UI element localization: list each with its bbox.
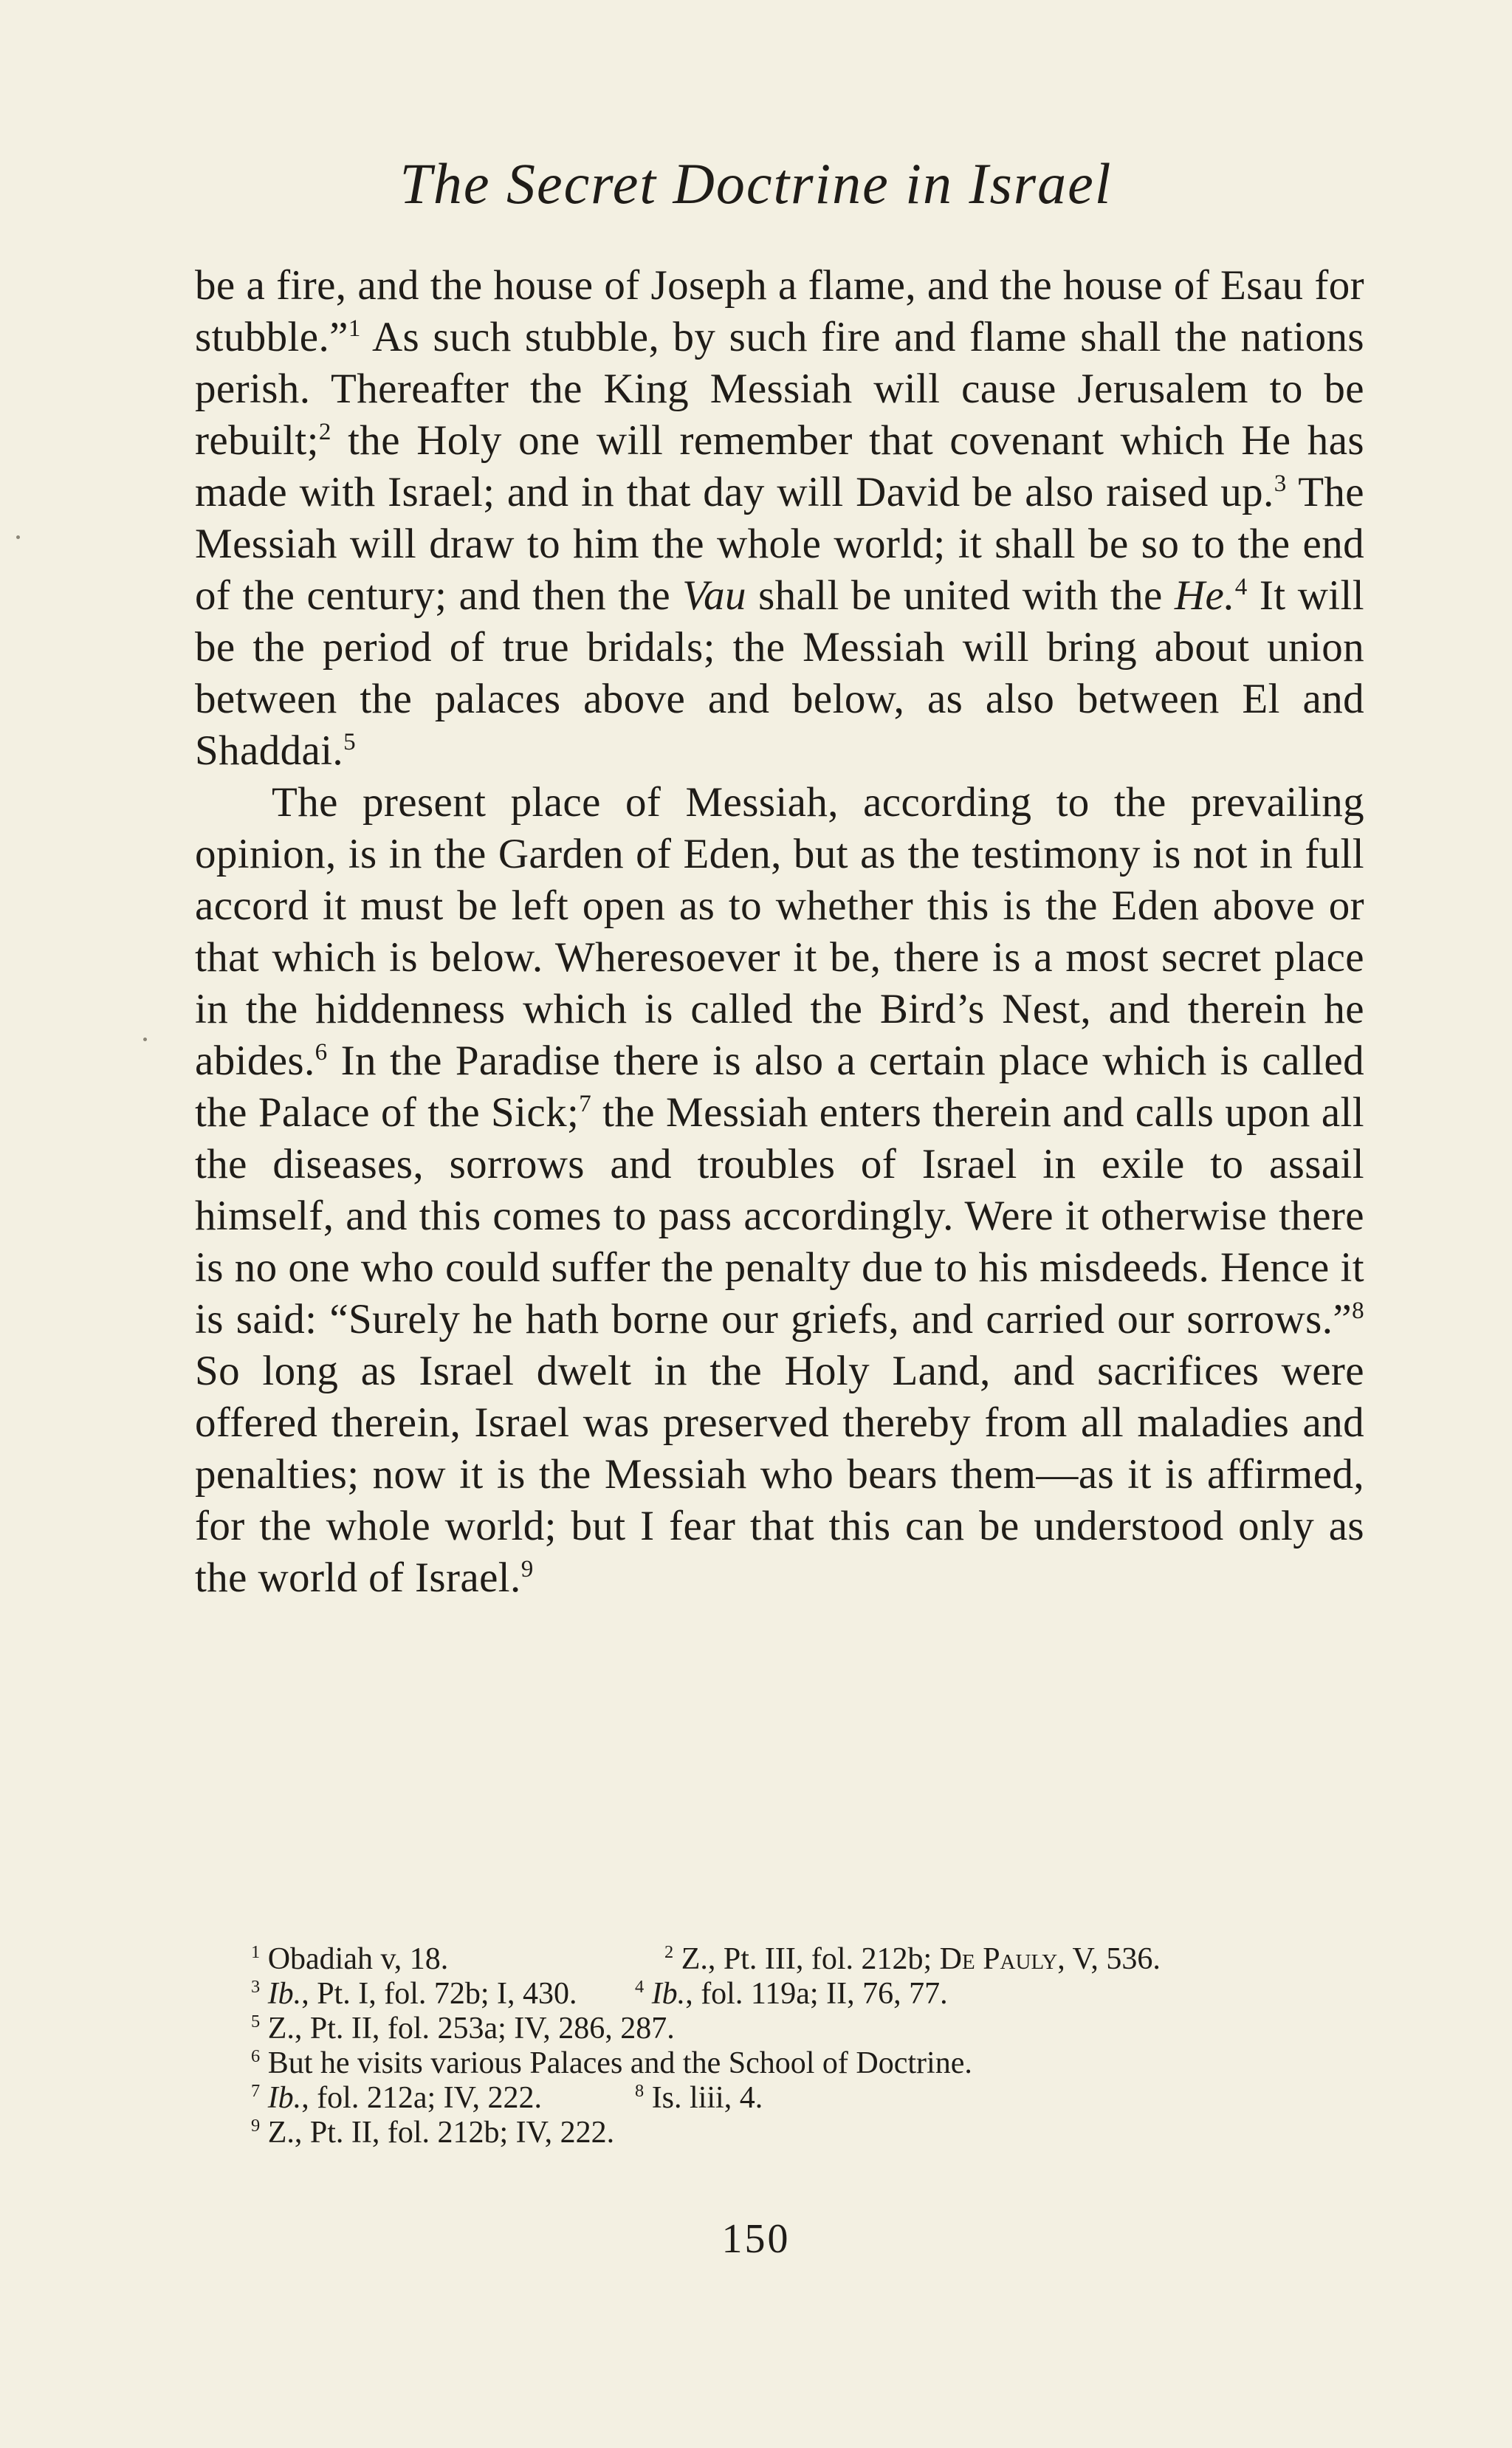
footnote-marker: 9: [251, 2116, 261, 2136]
footnote-marker: 5: [251, 2012, 261, 2032]
footnote-entry: $^4$ Ib., fol. 119a; II, 76, 77.: [635, 1977, 948, 2011]
footnote-marker: 3: [1274, 470, 1287, 497]
italic-text: Ib.: [651, 1977, 686, 2011]
footnote-line: [251, 2012, 1373, 2046]
footnote-entry: $^3$ Ib., Pt. I, fol. 72b; I, 430.: [251, 1977, 577, 2011]
footnote-entry: $^5$ Z., Pt. II, fol. 253a; IV, 286, 287.: [251, 2012, 675, 2046]
footnotes: [251, 1942, 1373, 2150]
footnote-marker: 3: [251, 1977, 261, 1997]
body-text: [195, 260, 1364, 1604]
paper-speck: [16, 535, 20, 539]
footnote-marker: 8: [635, 2081, 645, 2101]
footnote-entry: $^7$ Ib., fol. 212a; IV, 222.: [251, 2081, 543, 2115]
footnote-line: [251, 2046, 1373, 2081]
footnote-marker: 2: [318, 419, 331, 445]
italic-text: Vau: [682, 572, 746, 619]
footnote-marker: 2: [664, 1942, 674, 1962]
small-caps-text: De Pauly: [939, 1942, 1058, 1976]
footnote-entry: $^9$ Z., Pt. II, fol. 212b; IV, 222.: [251, 2116, 615, 2150]
footnote-marker: 5: [343, 729, 357, 755]
footnote-marker: 4: [635, 1977, 645, 1997]
footnote-entry: $^6$ But he visits various Palaces and the School of Doctrine.: [251, 2046, 972, 2080]
italic-text: He.: [1174, 572, 1235, 619]
paragraph: be a fire, and the house of Joseph a flame, and the house of Esau for stubble.”$^1$ As such stubble, by such fire and flame shall the nations perish. Thereafter the King Messiah will cause Jerusalem to be rebuilt;$^2$ the Holy one will remember that covenant which He has made with Israel; and in that day will David be also raised up.$^3$ The Messiah will draw to him the whole world; it shall be so to the end of the century; and then the Vau shall be united with the He.$^4$ It will be the period of true bridals; the Messiah will bring about union between the palaces above and below, as also between El and Shaddai.$^5$: [195, 262, 1365, 774]
footnote-marker: 4: [1234, 574, 1248, 600]
footnote-marker: 6: [251, 2046, 261, 2066]
footnote-line: [251, 1977, 1373, 2012]
footnote-entry: $^8$ Is. liii, 4.: [635, 2081, 763, 2115]
footnote-marker: 7: [579, 1091, 592, 1117]
running-head: The Secret Doctrine in Israel: [399, 151, 1113, 216]
footnote-line: [251, 2116, 1373, 2150]
footnote-marker: 8: [1352, 1297, 1364, 1324]
italic-text: Ib.: [267, 1977, 302, 2011]
footnote-line: [251, 1942, 1373, 1977]
paper-speck: [143, 1038, 147, 1041]
footnote-marker: 9: [520, 1556, 534, 1583]
footnote-marker: 1: [251, 1942, 261, 1962]
footnote-marker: 1: [348, 315, 361, 342]
footnote-marker: 7: [251, 2081, 261, 2101]
footnote-marker: 6: [315, 1039, 328, 1066]
page-number: 150: [721, 2216, 791, 2262]
footnote-entry: $^2$ Z., Pt. III, fol. 212b; De Pauly, V, 536.: [664, 1942, 1161, 1976]
paragraph: The present place of Messiah, according to the prevailing opinion, is in the Garden of Eden, but as the testimony is not in full accord it must be left open as to whether this is the Eden above or that which is below. Wheresoever it be, there is a most secret place in the hiddenness which is called the Bird’s Nest, and therein he abides.$^6$ In the Paradise there is also a certain place which is called the Palace of the Sick;$^7$ the Messiah enters therein and calls upon all the diseases, sorrows and troubles of Israel in exile to assail himself, and this comes to pass accordingly. Were it otherwise there is no one who could suffer the penalty due to his misdeeds. Hence it is said: “Surely he hath borne our griefs, and carried our sorrows.”$^8$ So long as Israel dwelt in the Holy Land, and sacrifices were offered therein, Israel was preserved thereby from all maladies and penalties; now it is the Messiah who bears them—as it is affirmed, for the whole world; but I fear that this can be understood only as the world of Israel.$^9$: [195, 779, 1364, 1601]
italic-text: Ib.: [267, 2081, 302, 2115]
footnote-line: [251, 2081, 1373, 2116]
footnote-entry: $^1$ Obadiah v, 18.: [251, 1942, 449, 1976]
